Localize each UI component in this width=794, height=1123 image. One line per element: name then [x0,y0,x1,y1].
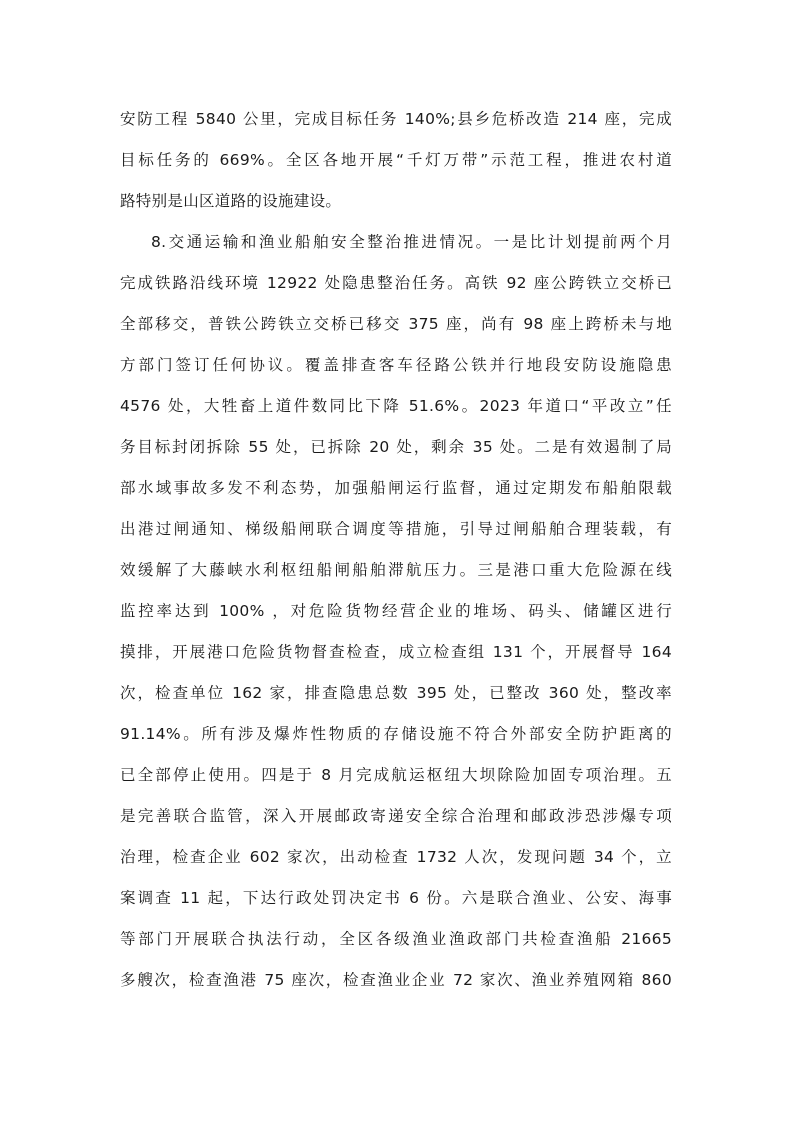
text-line-18: 是完善联合监管，深入开展邮政寄递安全综合治理和邮政涉恐涉爆专项 [120,807,672,825]
text-line-15: 次，检查单位 162 家，排查隐患总数 395 处，已整改 360 处，整改率 [120,684,672,702]
text-line-21: 等部门开展联合执法行动，全区各级渔业渔政部门共检查渔船 21665 [120,930,672,948]
text-line-22: 多艘次，检查渔港 75 座次，检查渔业企业 72 家次、渔业养殖网箱 860 [120,971,672,989]
text-line-7: 方部门签订任何协议。覆盖排查客车径路公铁并行地段安防设施隐患 [120,356,672,374]
text-line-17: 已全部停止使用。四是于 8 月完成航运枢纽大坝除险加固专项治理。五 [120,766,672,784]
text-line-8: 4576 处，大牲畜上道件数同比下降 51.6%。2023 年道口“平改立”任 [120,397,672,415]
text-line-5: 完成铁路沿线环境 12922 处隐患整治任务。高铁 92 座公跨铁立交桥已 [120,274,672,292]
text-line-16: 91.14%。所有涉及爆炸性物质的存储设施不符合外部安全防护距离的 [120,725,672,743]
text-line-13: 监控率达到 100% ，对危险货物经营企业的堆场、码头、储罐区进行 [120,602,672,620]
text-line-2: 目标任务的 669%。全区各地开展“千灯万带”示范工程，推进农村道 [120,151,672,169]
text-line-3: 路特别是山区道路的设施建设。 [120,192,342,210]
text-line-10: 部水域事故多发不利态势，加强船闸运行监督，通过定期发布船舶限载 [120,479,672,497]
text-line-1: 安防工程 5840 公里，完成目标任务 140%;县乡危桥改造 214 座，完成 [120,110,672,128]
text-line-11: 出港过闸通知、梯级船闸联合调度等措施，引导过闸船舶合理装载，有 [120,520,672,538]
text-line-14: 摸排，开展港口危险货物督查检查，成立检查组 131 个，开展督导 164 [120,643,672,661]
text-line-19: 治理，检查企业 602 家次，出动检查 1732 人次，发现问题 34 个，立 [120,848,672,866]
text-line-6: 全部移交，普铁公跨铁立交桥已移交 375 座，尚有 98 座上跨桥未与地 [120,315,672,333]
paragraph-8-first-line: 8.交通运输和渔业船舶安全整治推进情况。一是比计划提前两个月 [151,233,672,251]
text-line-12: 效缓解了大藤峡水利枢纽船闸船舶滞航压力。三是港口重大危险源在线 [120,561,672,579]
text-line-20: 案调查 11 起，下达行政处罚决定书 6 份。六是联合渔业、公安、海事 [120,889,672,907]
text-line-9: 务目标封闭拆除 55 处，已拆除 20 处，剩余 35 处。二是有效遏制了局 [120,438,672,456]
